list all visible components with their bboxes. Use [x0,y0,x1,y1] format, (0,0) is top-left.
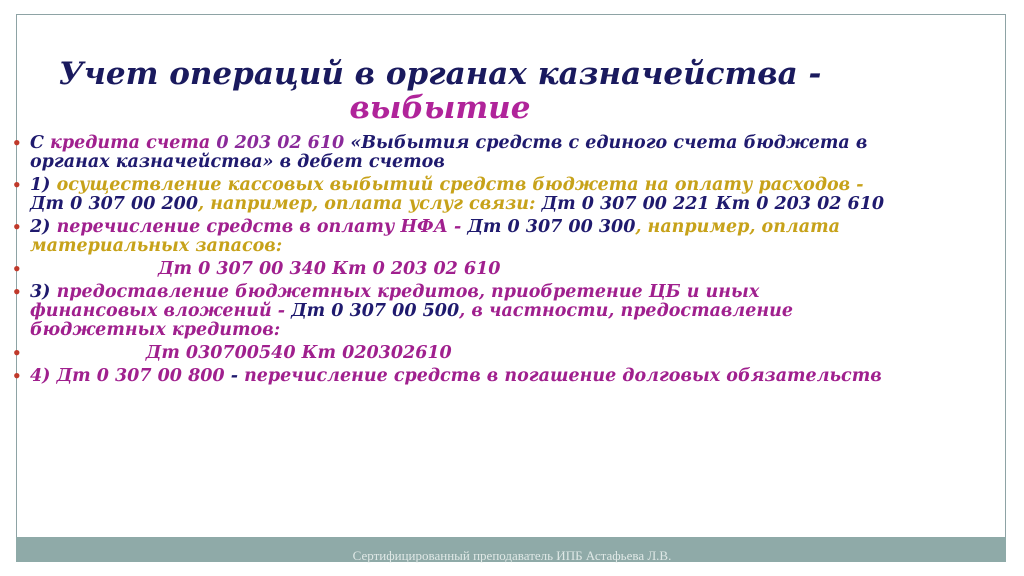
bullet-icon: • [12,218,22,236]
item-number: 3) [30,282,57,302]
list-item-4 [8,367,888,386]
bullet-icon: • [12,344,22,362]
footer-text: Сертифицированный преподаватель ИПБ Астафьева Л.В. [352,548,672,563]
item-entry: Дт 0 307 00 200 [30,194,199,214]
item-text: осуществление кассовых выбытий средств бюджета на оплату расходов - [56,175,864,195]
item-number: 2) [30,217,57,237]
bullet-icon: • [12,134,22,152]
bullet-icon: • [12,176,22,194]
item-text: С [30,133,51,153]
item-entry: Дт 0 307 00 300 [467,217,636,237]
bullet-list [8,134,888,390]
item-text: , например, оплата материальных запасов: [30,217,840,256]
item-text: перечисление средств в оплату НФА - [56,217,468,237]
item-entry: Дт 030700540 Кт 020302610 [30,343,452,363]
slide-title [0,57,880,125]
item-account: 0 203 02 610 [216,133,351,153]
item-number: 1) [30,175,57,195]
list-item-1 [8,176,888,214]
item-text: кредита счета [50,133,217,153]
bullet-icon: • [12,367,22,385]
item-text: перечисление средств в погашение долговых обязательств [244,366,882,386]
list-item-entry-340 [8,260,888,279]
bullet-icon: • [12,283,22,301]
list-item-3 [8,283,888,340]
item-text: «Выбытия средств с единого счета бюджета в органах казначейства» в дебет счетов [30,133,868,172]
title-line-1: Учет операций в органах казначейства - [58,56,822,92]
item-text: предоставление бюджетных кредитов, приобретение ЦБ и иных финансовых вложений - [30,282,760,321]
item-entry: Дт 0 307 00 340 Кт 0 203 02 610 [30,259,501,279]
item-entry: Дт 0 307 00 221 Кт 0 203 02 610 [541,194,885,214]
title-line-2: выбытие [349,90,531,126]
item-number: 4) [30,366,57,386]
item-text: , в частности, предоставление бюджетных кредитов: [30,301,793,340]
item-text: , например, оплата услуг связи: [198,194,542,214]
list-item-entry-540 [8,344,888,363]
list-item-credit-account [8,134,888,172]
item-text: - [230,366,245,386]
item-entry: Дт 0 307 00 500 [291,301,460,321]
item-entry: Дт 0 307 00 800 [56,366,231,386]
bullet-icon: • [12,260,22,278]
list-item-2 [8,218,888,256]
